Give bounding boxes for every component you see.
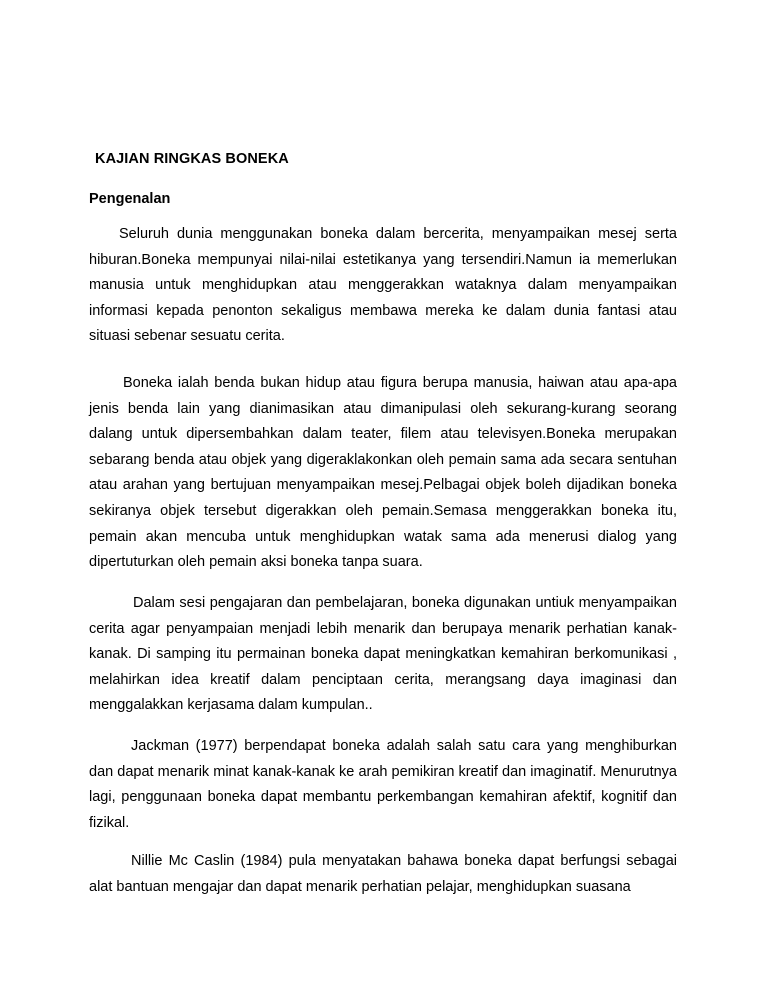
paragraph-definition: Boneka ialah benda bukan hidup atau figura berupa manusia, haiwan atau apa-apa jenis benda lain yang dianimasikan atau dimanipulasi oleh sekurang-kurang seorang dalang untuk dipersembahkan dalam teater, filem atau televisyen.Boneka merupakan sebarang benda atau objek yang digeraklakonkan oleh pemain sama ada secara sentuhan atau arahan yang bertujuan menyampaikan mesej.Pelbagai objek boleh dijadikan boneka sekiranya objek tersebut digerakkan oleh pemain.Semasa menggerakkan boneka itu, pemain akan mencuba untuk menghidupkan watak sama ada menerusi dialog yang dipertuturkan oleh pemain aksi boneka tanpa suara. (89, 375, 677, 571)
paragraph-jackman: Jackman (1977) berpendapat boneka adalah salah satu cara yang menghiburkan dan dapat menarik minat kanak-kanak ke arah pemikiran kreatif dan imaginatif. Menurutnya lagi, penggunaan boneka dapat membantu perkembangan kemahiran afektif, kognitif dan fizikal. (89, 738, 677, 831)
paragraph-intro: Seluruh dunia menggunakan boneka dalam bercerita, menyampaikan mesej serta hiburan.Boneka mempunyai nilai-nilai estetikanya yang tersendiri.Namun ia memerlukan manusia untuk menghidupkan atau menggerakkan wataknya dalam menyampaikan informasi kepada penonton sekaligus membawa mereka ke dalam dunia fantasi atau situasi sebenar sesuatu cerita. (89, 226, 677, 345)
paragraph-teaching: Dalam sesi pengajaran dan pembelajaran, boneka digunakan untiuk menyampaikan cerita agar penyampaian menjadi lebih menarik dan berupaya menarik perhatian kanak-kanak. Di samping itu permainan boneka dapat meningkatkan kemahiran berkomunikasi , melahirkan idea kreatif dalam penciptaan cerita, merangsang daya imaginasi dan menggalakkan kerjasama dalam kumpulan.. (89, 595, 677, 714)
section-heading: Pengenalan (89, 191, 171, 207)
paragraph-mccaslin: Nillie Mc Caslin (1984) pula menyatakan bahawa boneka dapat berfungsi sebagai alat bantuan mengajar dan dapat menarik perhatian pelajar, menghidupkan suasana (89, 853, 677, 895)
document-title: KAJIAN RINGKAS BONEKA (95, 151, 289, 167)
